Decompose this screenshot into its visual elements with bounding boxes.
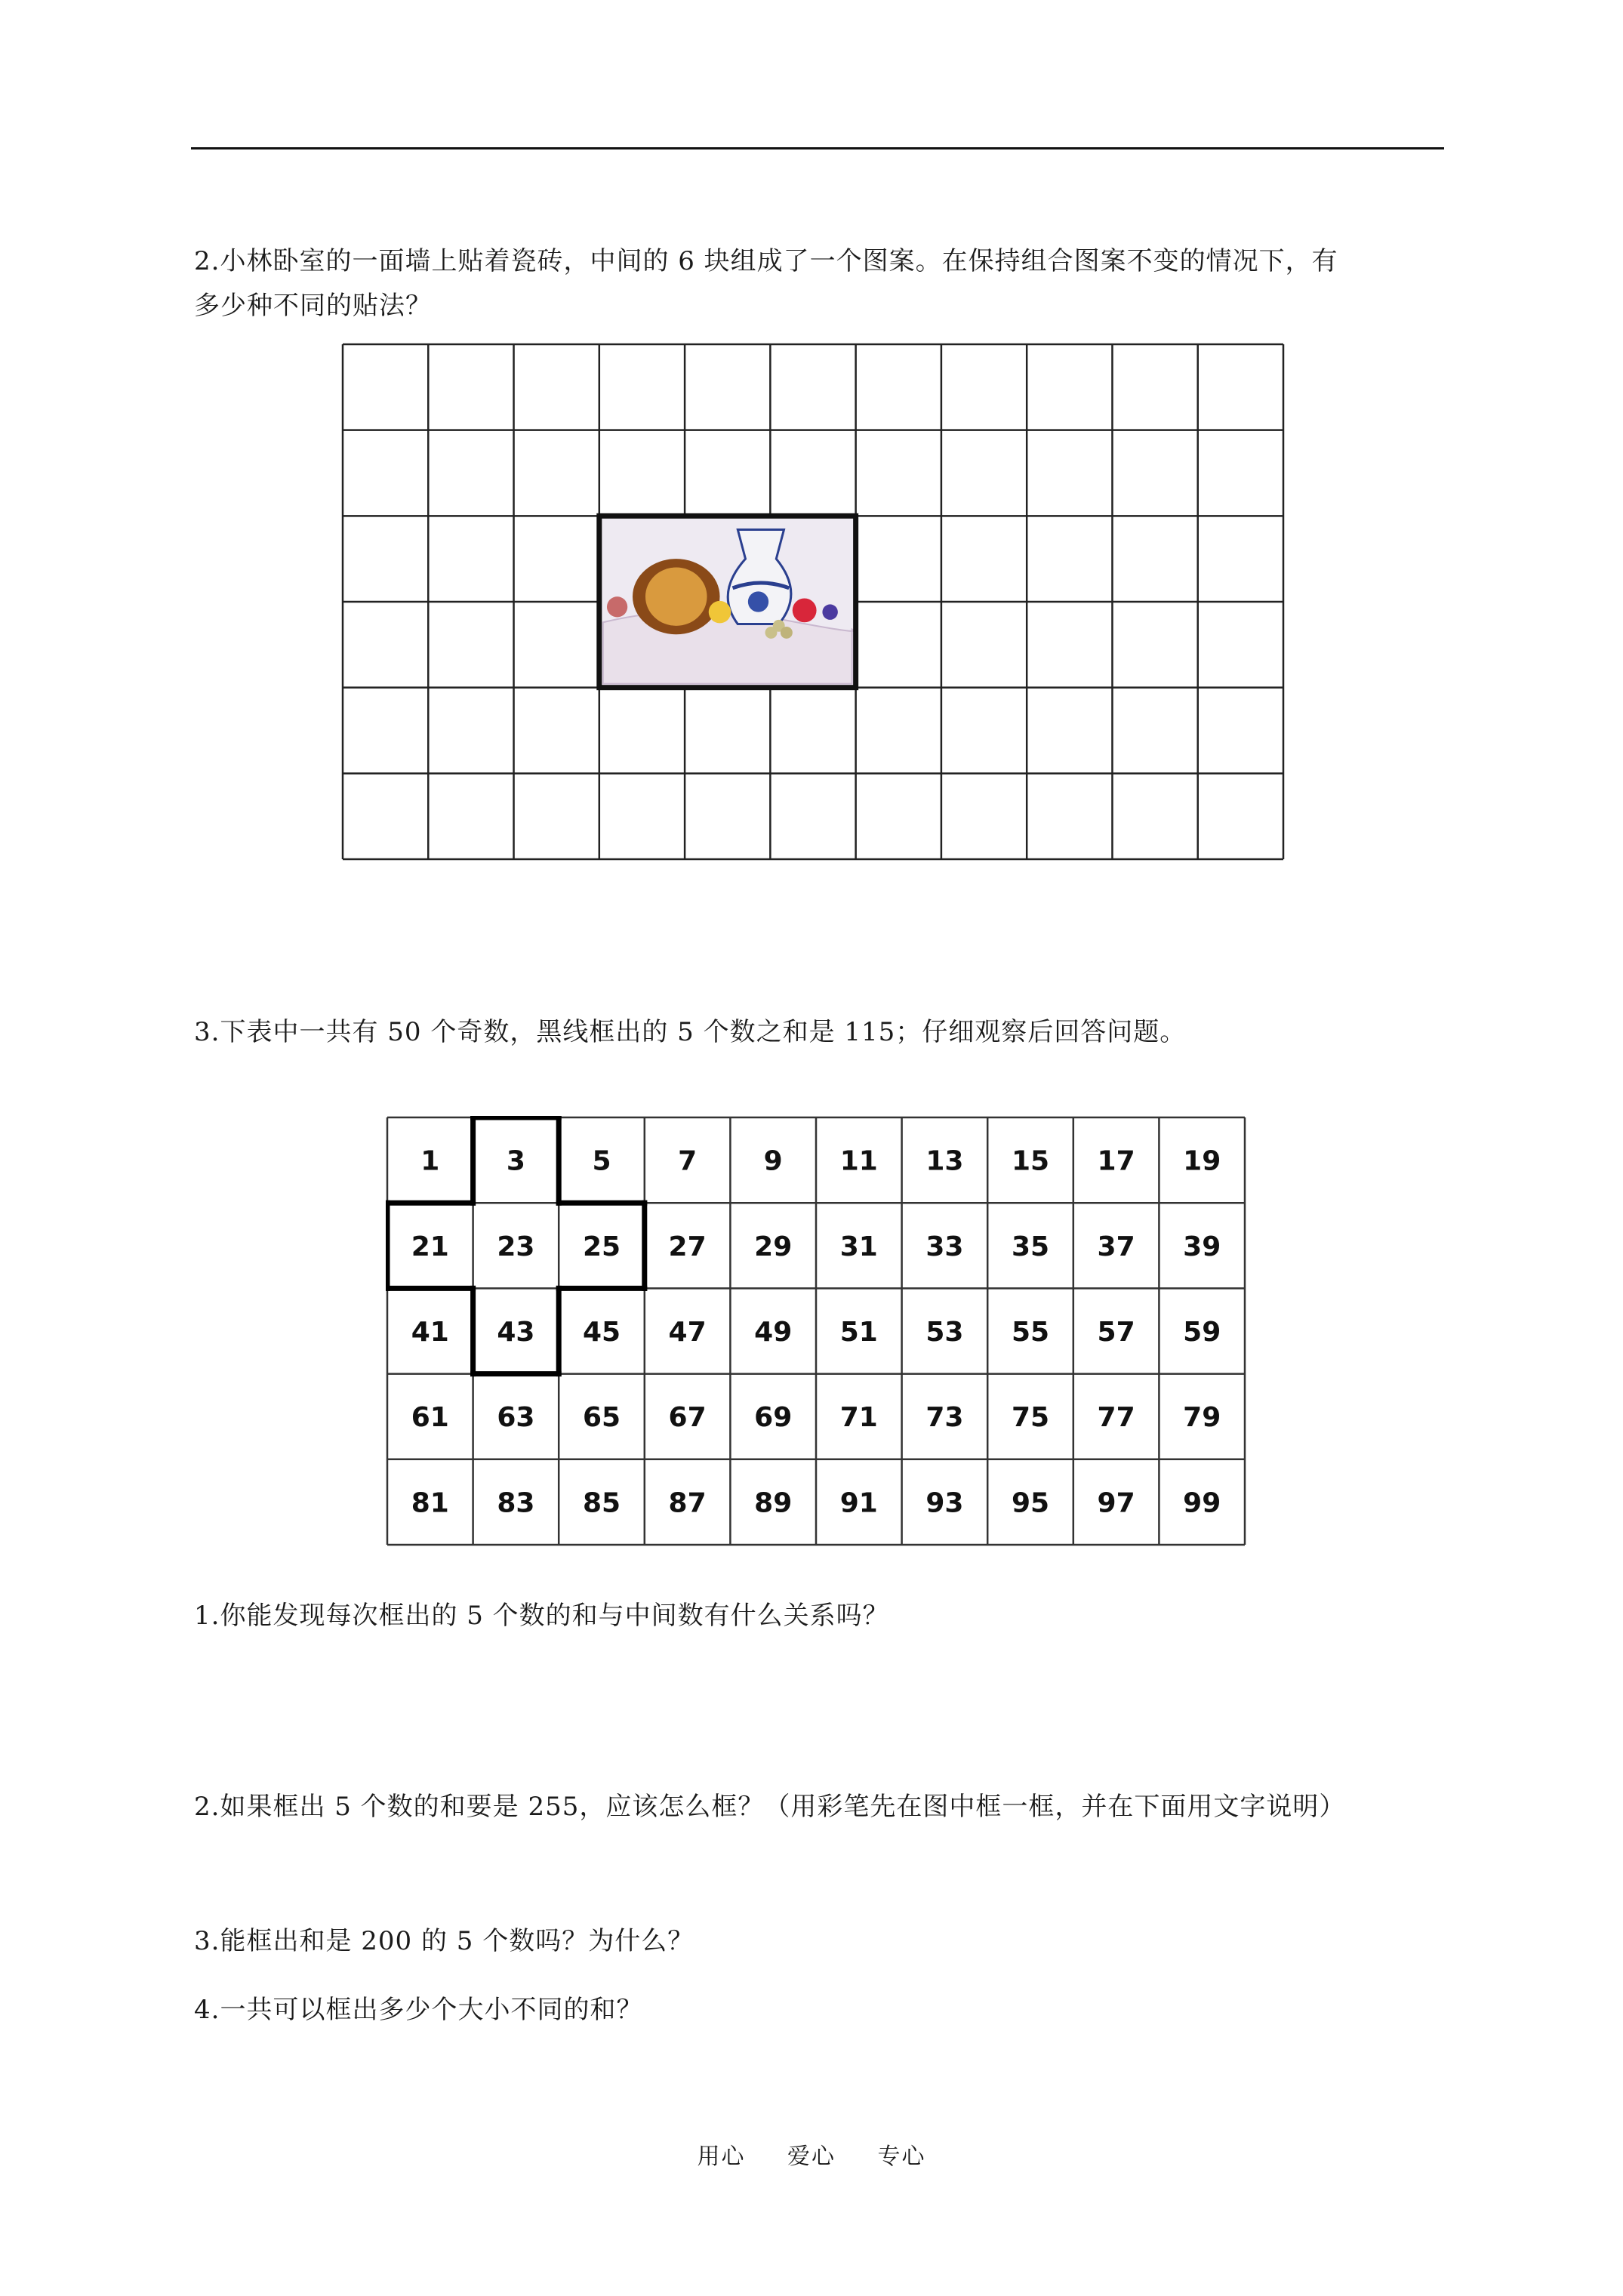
table-cell: 37 [1097,1231,1135,1262]
table-cell: 41 [411,1317,449,1348]
table-cell: 95 [1011,1487,1050,1519]
table-cell: 49 [754,1317,793,1348]
q2-text-line-1: 2.小林卧室的一面墙上贴着瓷砖，中间的 6 块组成了一个图案。在保持组合图案不变的情况下，有 [194,246,1338,276]
q3-question-2: 2.如果框出 5 个数的和要是 255，应该怎么框？（用彩笔先在图中框一框，并在下面用文字说明） [194,1792,1346,1822]
tile-grid [341,343,1285,861]
footer-item: 爱心 [787,2143,836,2170]
table-cell: 15 [1011,1145,1050,1177]
table-cell: 51 [839,1317,878,1348]
table-cell: 73 [925,1402,964,1434]
table-cell: 67 [668,1402,707,1434]
table-cell: 79 [1183,1402,1221,1434]
table-cell: 61 [411,1402,449,1434]
odd-number-table [386,1116,1246,1546]
table-cell: 1 [420,1145,440,1177]
table-cell: 39 [1183,1231,1221,1262]
q3-intro: 3.下表中一共有 50 个奇数，黑线框出的 5 个数之和是 115；仔细观察后回答问题。 [194,1017,1187,1047]
table-cell: 25 [582,1231,621,1262]
odd-number-table-svg [386,1116,1246,1546]
table-cell: 53 [925,1317,964,1348]
table-cell: 17 [1097,1145,1135,1177]
table-cell: 71 [839,1402,878,1434]
table-cell: 5 [592,1145,611,1177]
q3-question-3: 3.能框出和是 200 的 5 个数吗？为什么？ [194,1926,694,1956]
table-cell: 85 [582,1487,621,1519]
table-cell: 27 [668,1231,707,1262]
fruit-icon [793,598,817,622]
header-rule [191,147,1444,149]
footer-item: 专心 [877,2143,926,2170]
footer-item: 用心 [697,2143,746,2170]
table-cell: 97 [1097,1487,1135,1519]
table-cell: 35 [1011,1231,1050,1262]
table-cell: 93 [925,1487,964,1519]
table-cell: 81 [411,1487,449,1519]
table-cell: 9 [763,1145,783,1177]
pattern-image [599,516,856,687]
q3-question-1: 1.你能发现每次框出的 5 个数的和与中间数有什么关系吗？ [194,1601,889,1631]
table-cell: 11 [839,1145,878,1177]
table-cell: 55 [1011,1317,1050,1348]
table-cell: 3 [506,1145,525,1177]
table-cell: 65 [582,1402,621,1434]
table-cell: 57 [1097,1317,1135,1348]
table-cell: 7 [678,1145,698,1177]
table-cell: 77 [1097,1402,1135,1434]
table-cell: 21 [411,1231,449,1262]
tile-grid-svg [341,343,1285,861]
table-cell: 69 [754,1402,793,1434]
table-cell: 31 [839,1231,878,1262]
table-cell: 91 [839,1487,878,1519]
table-cell: 99 [1183,1487,1221,1519]
table-cell: 29 [754,1231,793,1262]
table-cell: 63 [497,1402,535,1434]
table-cell: 13 [925,1145,964,1177]
table-cell: 89 [754,1487,793,1519]
q2-text-line-2: 多少种不同的贴法？ [194,291,432,321]
table-cell: 45 [582,1317,621,1348]
table-cell: 47 [668,1317,707,1348]
table-cell: 75 [1011,1402,1050,1434]
table-cell: 87 [668,1487,707,1519]
table-cell: 59 [1183,1317,1221,1348]
q3-question-4: 4.一共可以框出多少个大小不同的和？ [194,1995,643,2025]
table-cell: 23 [497,1231,535,1262]
table-cell: 43 [497,1317,535,1348]
table-cell: 33 [925,1231,964,1262]
table-cell: 83 [497,1487,535,1519]
table-cell: 19 [1183,1145,1221,1177]
footer [0,2142,1623,2172]
